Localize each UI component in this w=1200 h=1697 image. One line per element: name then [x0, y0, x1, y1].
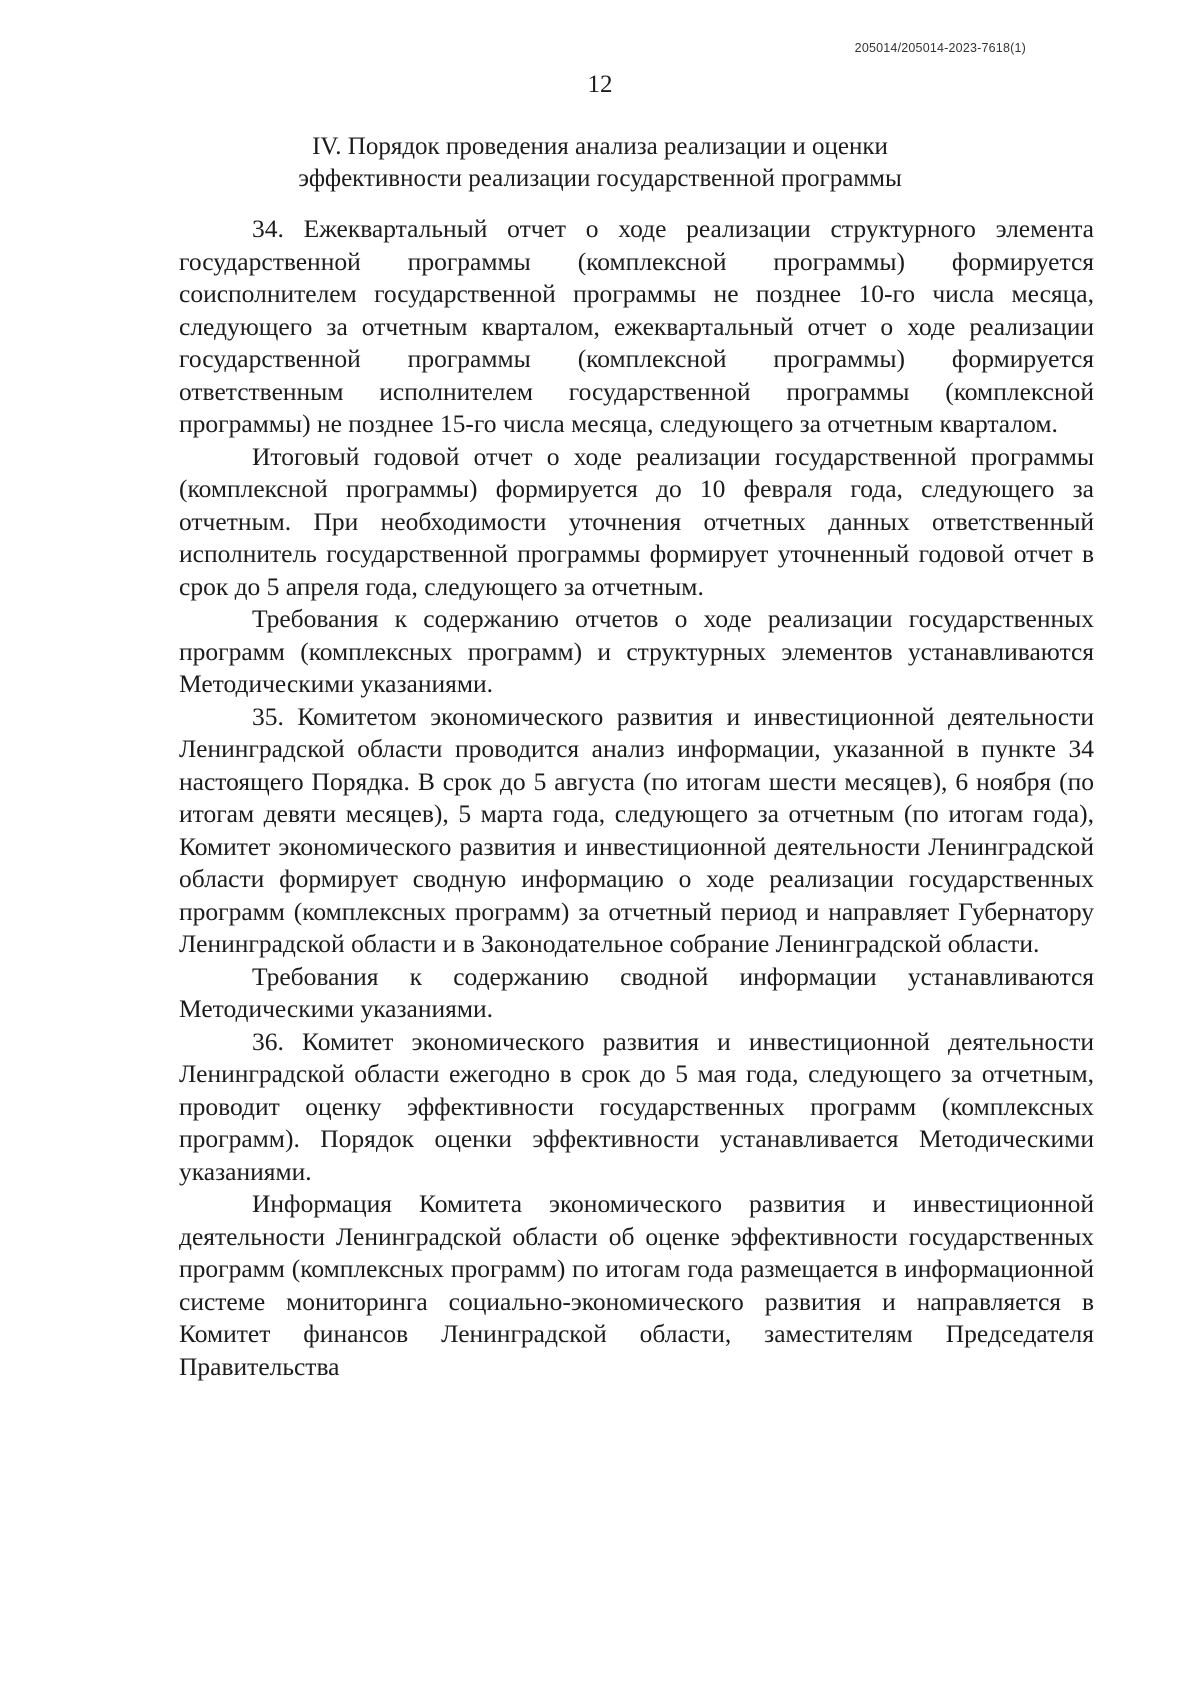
- section-title-line-1: IV. Порядок проведения анализа реализации и оценки: [312, 133, 888, 160]
- paragraph-report-requirements: Требования к содержанию отчетов о ходе реализации государственных программ (комплексных программ) и структурных элементов устанавливаются Методическими указаниями.: [179, 604, 1094, 698]
- paragraph-35: 35. Комитетом экономического развития и инвестиционной деятельности Ленинградской области проводится анализ информации, указанной в пункте 34 настоящего Порядка. В срок до 5 августа (по итогам шести месяцев), 6 ноября (по итогам девяти месяцев), 5 марта года, следующего за отчетным (по итогам года), Комитет экономического развития и инвестиционной деятельности Ленинградской области формирует сводную информацию о ходе реализации государственных программ (комплексных программ) за отчетный период и направляет Губернатору Ленинградской области и в Законодательное собрание Ленинградской области.: [179, 701, 1094, 958]
- paragraph-36: 36. Комитет экономического развития и инвестиционной деятельности Ленинградской области ежегодно в срок до 5 мая года, следующего за отчетным, проводит оценку эффективности государственных программ (комплексных программ). Порядок оценки эффективности устанавливается Методическими указаниями.: [179, 1026, 1094, 1186]
- paragraph-summary-requirements: Требования к содержанию сводной информации устанавливаются Методическими указаниями.: [179, 961, 1094, 1023]
- paragraph-efficiency-information: Информация Комитета экономического развития и инвестиционной деятельности Ленинградской области об оценке эффективности государственных программ (комплексных программ) по итогам года размещается в информационной системе мониторинга социально-экономического развития и направляется в Комитет финансов Ленинградской области, заместителям Председателя Правительства: [179, 1189, 1094, 1381]
- document-id: 205014/205014-2023-7618(1): [854, 41, 1026, 55]
- paragraph-34: 34. Ежеквартальный отчет о ходе реализации структурного элемента государственной программы (комплексной программы) формируется соисполнителем государственной программы не позднее 10-го числа месяца, следующего за отчетным кварталом, ежеквартальный отчет о ходе реализации государственной программы (комплексной программы) формируется ответственным исполнителем государственной программы (комплексной программы) не позднее 15-го числа месяца, следующего за отчетным кварталом.: [179, 214, 1094, 438]
- section-title-line-2: эффективности реализации государственной программы: [298, 165, 902, 192]
- page-number: 12: [587, 71, 613, 98]
- paragraph-annual-report: Итоговый годовой отчет о ходе реализации государственной программы (комплексной программы) формируется до 10 февраля года, следующего за отчетным. При необходимости уточнения отчетных данных ответственный исполнитель государственной программы формирует уточненный годовой отчет в срок до 5 апреля года, следующего за отчетным.: [179, 441, 1094, 601]
- document-body: [179, 213, 1094, 1383]
- section-title: [0, 131, 1200, 195]
